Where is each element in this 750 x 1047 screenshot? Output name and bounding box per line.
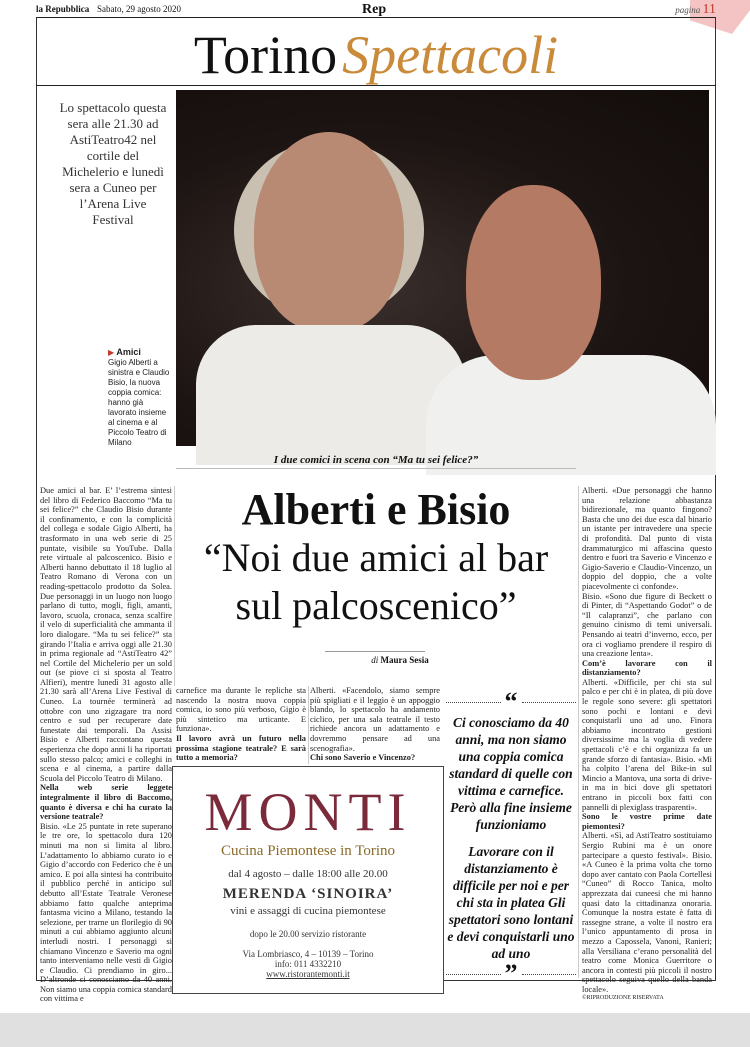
interview-question: Chi sono Saverio e Vincenzo? <box>310 753 416 763</box>
article-byline <box>300 655 500 665</box>
ad-logo-text: MONTI <box>204 782 412 842</box>
caption-text: Gigio Alberti a sinistra e Claudio Bisio, la nuova coppia comica: hanno già lavorato insieme al cinema e al Piccolo Teatro di Milano <box>108 358 170 447</box>
column-divider <box>174 486 175 686</box>
ad-dates: dal 4 agosto – dalle 18:00 alle 20.00 <box>228 868 388 880</box>
photo-person-right-face <box>466 185 601 380</box>
article-headline: Alberti e Bisio <box>241 485 511 534</box>
article-column-1 <box>40 486 172 1004</box>
interview-question: Com’è lavorare con il distanziamento? <box>582 658 712 678</box>
ad-event-name: MERENDA ‘SINOIRA’ <box>222 886 394 902</box>
column-divider <box>308 686 309 764</box>
copyright-note: ©RIPRODUZIONE RISERVATA <box>582 995 664 1002</box>
ad-event-desc: vini e assaggi di cucina piemontese <box>230 905 386 917</box>
article-subheadline: “Noi due amici al bar sul palcoscenico” <box>203 535 549 628</box>
quote-open-icon: “ <box>504 687 518 716</box>
ad-website-link[interactable]: www.ristorantemonti.it <box>266 969 350 979</box>
column-divider <box>578 486 579 978</box>
body-paragraph: Bisio. «Le 25 puntate in rete superano le tre ore, lo spettacolo dura 120 minuti ma non si limita al libro. L’adattamento lo abbiamo curato io e Gigio d’accordo con Federico che è un amico. E poi alla sintesi ha contribuito il pubblico perché in anticipo sul debutto all’Estate Teatrale Veronese abbiamo fatto qualche anteprima fantasma vicino a Milano, testando la selezione, per trarne un florilegio di 90 minuti a cui abbiamo aggiunto alcuni interludi nostri. I personaggi si chiamano Vincenzo e Saverio ma ogni tanto interveniamo nelle vesti di Gigio e Claudio. Ci prendiamo in giro... D’altronde ci conosciamo da 40 anni. Non siamo una coppia comica standard con vittima e <box>40 821 172 1004</box>
page-label: pagina <box>675 5 701 15</box>
body-paragraph: Alberti. «Difficile, per chi sta sul palco e per chi è in platea, di più dove le regole sono severe: gli spettatori sono pochi e lontani e devi conquistarli uno ad uno. Finora abbiamo incontrato gestioni diversissime ma la voglia di vedere spettacoli c’è e chi organizza fa un grande sforzo di fantasia». Bisio. «Mi ha colpito l’arena del Bike-in sul Mincio a Mantova, una sorta di drive-in ma in bici dove gli spettatori entrano in piccoli box fatti con pannelli di plexiglass trasparenti». <box>582 677 712 812</box>
body-paragraph: Alberti. «Sì, ad AstiTeatro sostituiamo Sergio Rubini ma è un onore partecipare a questo festival». Bisio. «A Cuneo è la prima volta che torno dopo aver cantato con Paola Cortellesi “Cuneo” di Rocco Tanica, molto apprezzata dai cuneesi che mi hanno quasi dato la cittadinanza onoraria. Comunque la nostra estate è fatta di rassegne strane, a volte il nostro era l’unico appuntamento di prosa in mezzo a Capossela, Vanoni, Ranieri; alla Versiliana c’erano personalità del teatro come Monica Guerritore o ancora in contesti più piccoli il nostro spettacolo seguiva quello della banda locale». <box>582 831 712 994</box>
caption-title: Amici <box>116 347 141 357</box>
article-column-3 <box>310 686 440 764</box>
section-title-city: Torino <box>193 25 338 85</box>
photo-person-left-face <box>254 132 404 332</box>
interview-question: Sono le vostre prime date piemontesi? <box>582 812 712 831</box>
interview-question: Il lavoro avrà un futuro nella prossima stagione teatrale? E sarà tutto a memoria? <box>176 733 306 763</box>
body-paragraph: Alberti. «Due personaggi che hanno una relazione abbastanza bidirezionale, ma quanto fingono? Basta che uno dei due esca dal binario un istante per intravedere una specie di profondità. Dal punto di vista drammaturgico mi affascina questo dentro e fuori tra Saverio e Vincenzo e Gigio-Saverio e Claudio-Vincenzo, un doppio del doppio, che a volte piacevolmente ci confonde». <box>582 486 712 591</box>
restaurant-advertisement <box>172 766 444 994</box>
ad-service-note: dopo le 20.00 servizio ristorante <box>249 929 367 939</box>
rep-logo: Rep <box>362 2 387 17</box>
pull-quote-text-1: Ci conosciamo da 40 anni, ma non siamo una coppia comica standard di quelle con vittima e carnefice. Però alla fine insieme funzioniamo <box>449 715 573 832</box>
byline-rule <box>325 651 425 652</box>
section-header <box>36 24 716 86</box>
quote-close-icon: ” <box>504 959 518 988</box>
photo-caption <box>108 347 172 448</box>
body-paragraph: Alberti. «Facendolo, siamo sempre più spigliati e il leggìo è un appoggio blando, lo spettacolo ha andamento ciclico, per una sala teatrale il testo richiede ancora un adattamento e dovremmo pensare ad una scenografia». <box>310 686 440 753</box>
article-column-4 <box>582 486 712 1002</box>
main-photo <box>176 90 709 446</box>
body-paragraph: carnefice ma durante le repliche sta nascendo la nostra nuova coppia comica, io sono più verboso, Gigio è più sintetico ma urticante. E funziona». <box>176 686 306 734</box>
intro-blurb: Lo spettacolo questa sera alle 21.30 ad AstiTeatro42 nel cortile del Michelerio e lunedì sera a Cuneo per l’Arena Live Festival <box>59 100 167 227</box>
pull-quote <box>446 687 576 988</box>
page-header-bar <box>36 0 716 18</box>
article-column-2 <box>176 686 306 764</box>
byline-prefix: di <box>371 655 379 665</box>
page-number: 11 <box>702 2 716 17</box>
body-paragraph: Due amici al bar. E’ l’estrema sintesi del libro di Federico Baccomo “Ma tu sei felice?” che Claudio Bisio durante il confinamento, e con la complicità del collega e sodale Gigio Alberti, ha trasformato in una web serie di 25 puntate, visibile su YouTube. Dalla rete virtuale al palcoscenico. Bisio e Alberti hanno debuttato il 18 luglio al Teatro Romano di Verona con un reading-spettacolo prodotto da Solea. Due personaggi in un luogo non luogo parlano di tutto, mogli, figli, amanti, lavoro, scuola, cronaca, senza scalfire il velo di superficialità che ammanta il loro dialogare. “Ma tu sei felice?” sta girando l’Italia e arriva oggi alle 21.30 in prima regionale ad “AstiTeatro 42” nel Cortile del Michelerio per un sold out (se piove ci si sposta al Teatro Alfieri), mentre lunedì 31 agosto alle 21.30 sarà all’Arena Live Festival di Cuneo. La tournée terminerà ad ottobre con uno zigzagare tra nord centro e sud per recuperare date funestate dai temporali. Da Assisi Bisio e Alberti raccontano questa esperienza che dopo anni li ha riportati sullo stesso palco; amici e colleghi in scena e al cinema, a partire dalla Scuola del Piccolo Teatro di Milano. <box>40 486 172 783</box>
kicker-rule <box>176 468 576 469</box>
page-indicator <box>675 2 716 18</box>
issue-date: Sabato, 29 agosto 2020 <box>97 4 181 14</box>
page-bottom-margin <box>0 1013 750 1047</box>
ad-logo <box>173 783 443 841</box>
ad-subtitle: Cucina Piemontese in Torino <box>220 843 396 859</box>
ad-address: Via Lombriasco, 4 – 10139 – Torino <box>242 949 374 959</box>
caption-arrow-icon: ▶ <box>108 348 115 357</box>
interview-question: Nella web serie leggete integralmente il libro di Baccomo, quanto è diversa e chi ha curato la versione teatrale? <box>40 783 172 822</box>
ad-phone: info: 011 4332210 <box>274 959 342 969</box>
newspaper-name: la Repubblica <box>36 4 90 14</box>
body-paragraph: Bisio. «Sono due figure di Beckett o di Pinter, di “Aspettando Godot” o de “Il calapranzi”, che parlano con genuino cinismo di temi universali. Pensando ai teatri d’inverno, ecco, per ora ci vogliamo prendere il respiro di una creazione lenta». <box>582 591 712 659</box>
byline-author: Maura Sesia <box>380 655 429 665</box>
section-title-topic: Spettacoli <box>342 25 559 85</box>
article-kicker: I due comici in scena con “Ma tu sei felice?” <box>273 454 479 466</box>
pull-quote-text-2: Lavorare con il distanziamento è difficile per noi e per chi sta in platea Gli spettatori sono lontani e devi conquistarli uno ad uno <box>447 844 575 961</box>
